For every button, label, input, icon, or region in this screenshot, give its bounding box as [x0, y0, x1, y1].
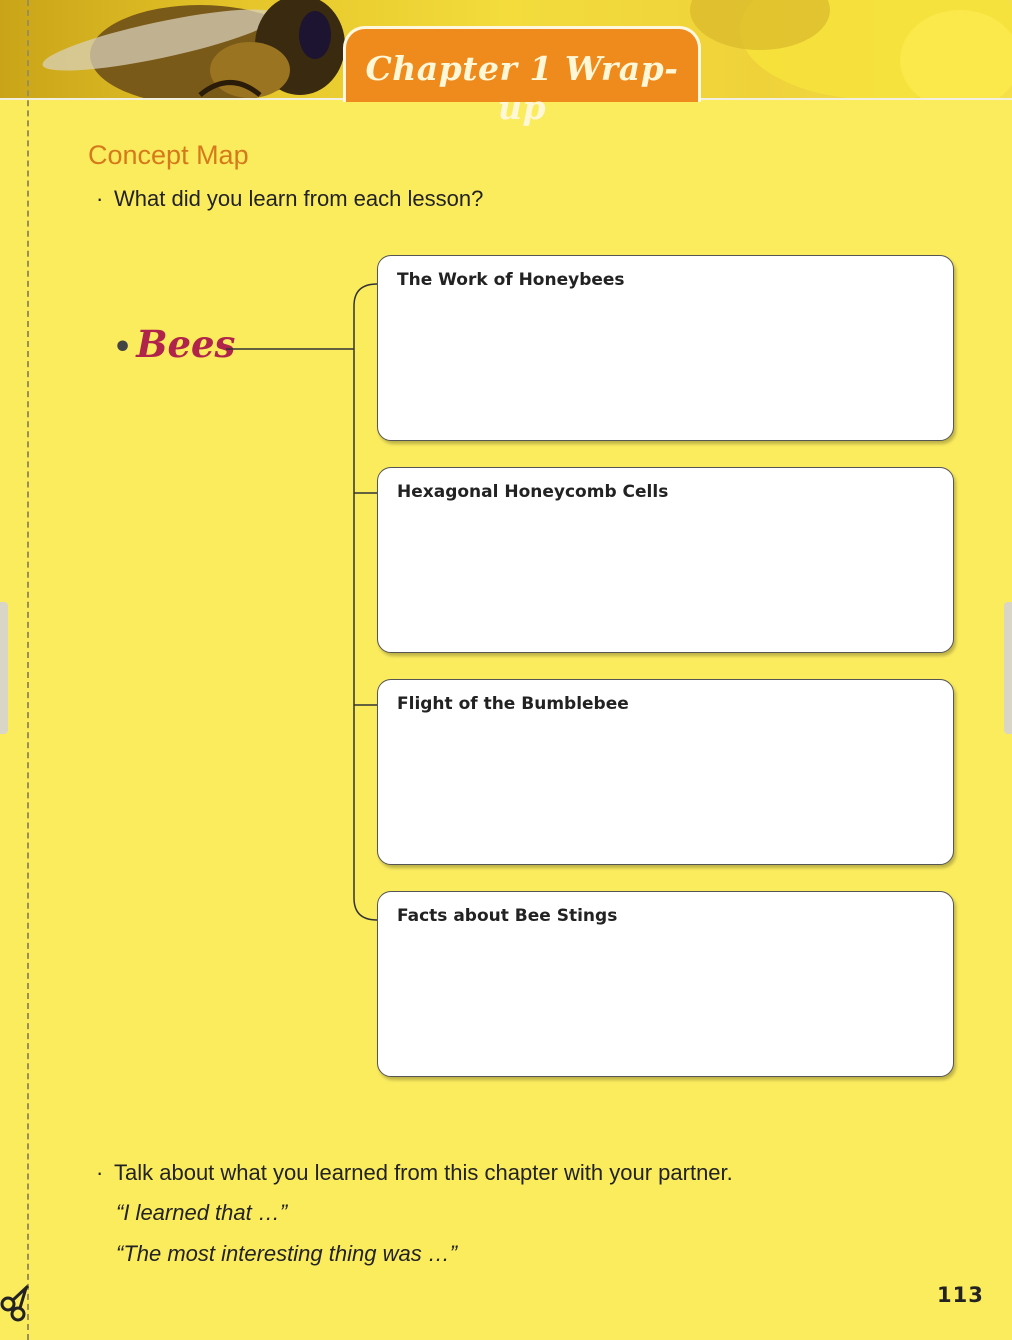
sentence-starter-1: “I learned that …”	[116, 1200, 288, 1225]
lesson-box-1[interactable]	[377, 255, 954, 441]
lesson-box-title: Flight of the Bumblebee	[397, 694, 629, 714]
lesson-box-2[interactable]	[377, 467, 954, 653]
scissors-icon	[0, 1282, 32, 1326]
central-topic-label: Bees	[136, 322, 236, 366]
concept-map-prompt: · What did you learn from each lesson?	[96, 186, 484, 211]
lesson-box-3[interactable]	[377, 679, 954, 865]
bullet-icon: ·	[96, 186, 104, 211]
sentence-starter-2: “The most interesting thing was …”	[116, 1241, 458, 1266]
bullet-icon: •	[113, 330, 133, 365]
page-number: 113	[937, 1283, 984, 1307]
concept-map-heading: Concept Map	[88, 140, 249, 170]
lesson-box-title: Facts about Bee Stings	[397, 906, 618, 926]
lesson-box-title: Hexagonal Honeycomb Cells	[397, 482, 669, 502]
bullet-icon: ·	[96, 1160, 104, 1185]
chapter-title: Chapter 1 Wrap-up	[365, 49, 679, 127]
lesson-box-title: The Work of Honeybees	[397, 270, 625, 290]
discussion-prompt: · Talk about what you learned from this chapter with your partner.	[96, 1160, 733, 1185]
lesson-box-4[interactable]	[377, 891, 954, 1077]
